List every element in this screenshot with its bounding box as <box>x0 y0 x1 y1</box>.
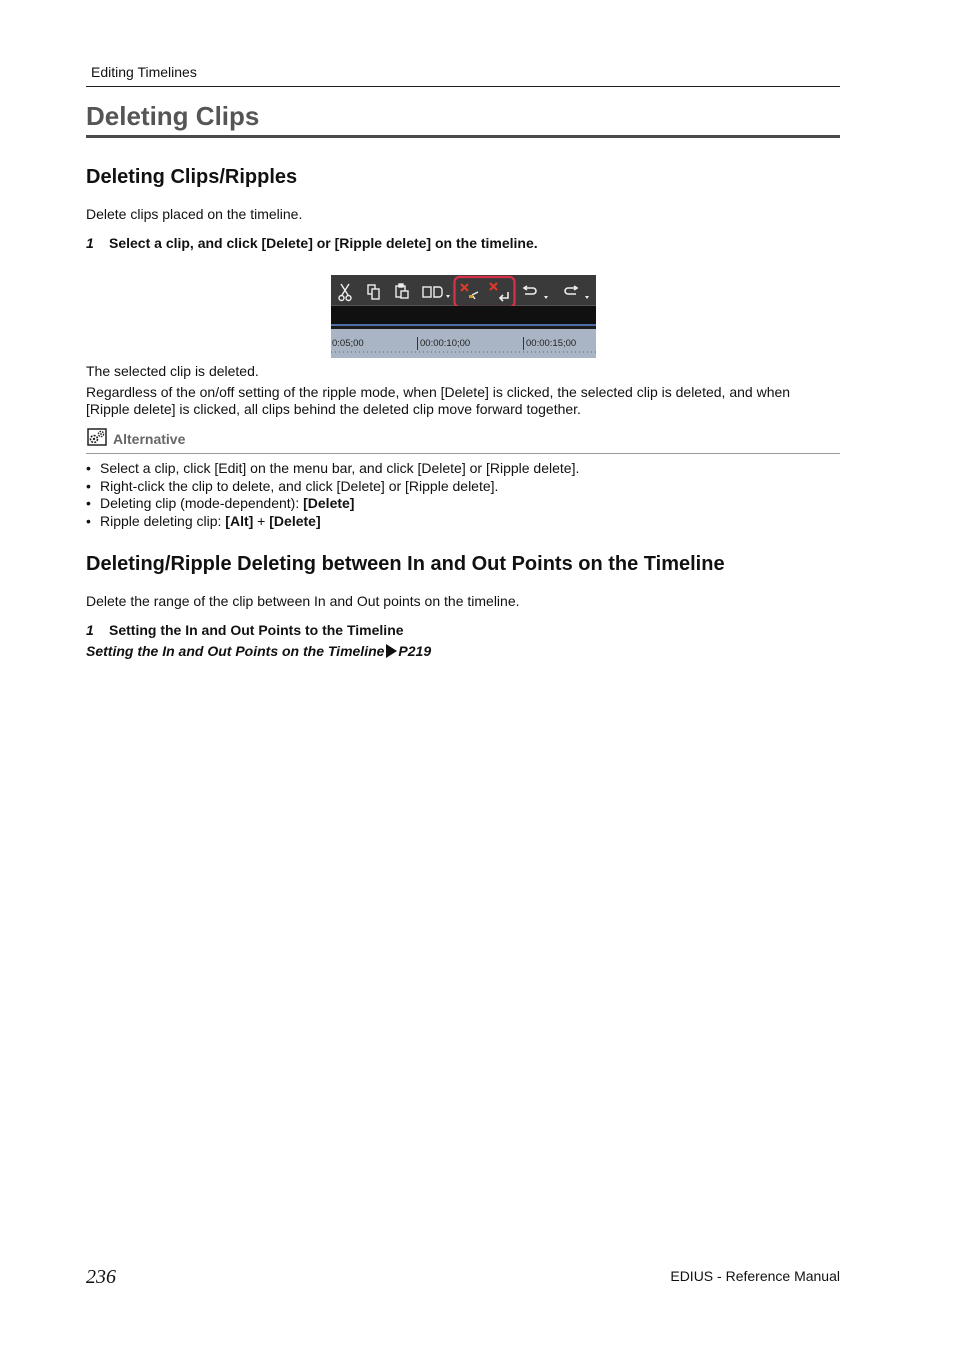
ripple-note-line-2: [Ripple delete] is clicked, all clips behind the deleted clip move forward together. <box>86 401 581 417</box>
xref-text[interactable]: Setting the In and Out Points on the Timeline <box>86 643 385 659</box>
list-item: • Select a clip, click [Edit] on the menu bar, and click [Delete] or [Ripple delete]. <box>86 460 846 478</box>
xref-page[interactable]: P219 <box>398 643 432 659</box>
result-paragraph: The selected clip is deleted. <box>86 363 259 379</box>
step-text: Select a clip, and click [Delete] or [Ripple delete] on the timeline. <box>109 235 538 251</box>
section-title: Deleting Clips <box>86 101 260 131</box>
timecode-label: 00:00:15;00 <box>526 338 577 349</box>
shortcut-key: [Delete] <box>303 495 355 512</box>
shortcut-key: [Alt] <box>225 512 254 529</box>
intro-paragraph: Delete clips placed on the timeline. <box>86 206 303 222</box>
shortcut-plus: + <box>253 512 270 529</box>
shortcut-key: [Delete] <box>269 512 321 529</box>
arrow-right-icon <box>386 644 397 658</box>
ripple-note-line-1: Regardless of the on/off setting of the ripple mode, when [Delete] is clicked, the selected clip is deleted, and when <box>86 384 791 400</box>
list-item <box>86 495 846 513</box>
section-title-rule <box>86 135 840 138</box>
step-number: 1 <box>86 235 94 251</box>
step-number: 1 <box>86 622 94 638</box>
subsection-title-in-out: Deleting/Ripple Deleting between In and Out Points on the Timeline <box>86 553 725 575</box>
timecode-label: 0:05;00 <box>332 338 364 349</box>
manual-title: EDIUS - Reference Manual <box>670 1268 840 1284</box>
running-head: Editing Timelines <box>91 64 197 80</box>
alternative-rule <box>86 453 840 454</box>
cross-reference-link[interactable] <box>86 643 431 659</box>
track-line <box>331 324 596 326</box>
delete-buttons-highlight <box>455 277 515 307</box>
timecode-label: 00:00:10;00 <box>420 338 471 349</box>
header-rule <box>86 86 840 87</box>
timeline-toolbar-screenshot <box>331 275 596 363</box>
page-number: 236 <box>86 1266 116 1288</box>
list-item-text: Deleting clip (mode-dependent): <box>100 495 304 512</box>
subsection-title-ripples: Deleting Clips/Ripples <box>86 166 298 188</box>
alternative-gear-icon <box>87 428 107 451</box>
in-out-intro: Delete the range of the clip between In and Out points on the timeline. <box>86 593 520 609</box>
step-1-in-out <box>86 622 404 638</box>
step-1 <box>86 235 538 251</box>
list-item: • Right-click the clip to delete, and click [Delete] or [Ripple delete]. <box>86 478 846 496</box>
alternative-label: Alternative <box>113 431 186 447</box>
alternative-list <box>86 460 846 530</box>
list-item <box>86 513 846 531</box>
step-text: Setting the In and Out Points to the Timeline <box>109 622 404 638</box>
list-item-text: Ripple deleting clip: <box>100 512 226 529</box>
